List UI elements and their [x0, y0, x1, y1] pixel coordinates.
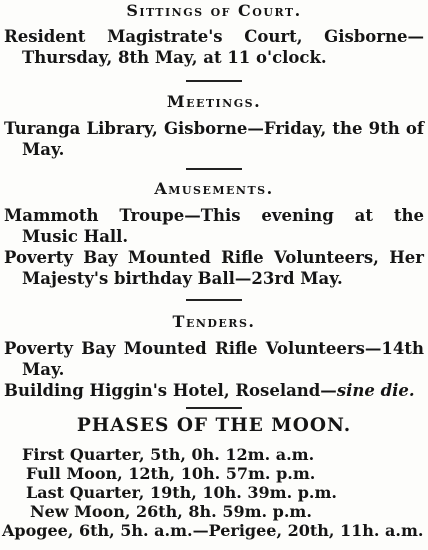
- moon-phase-line: Apogee, 6th, 5h. a.m.—Perigee, 20th, 11h. a.m.: [2, 521, 424, 540]
- tenders-entry: Poverty Bay Mounted Rifle Volunteers—14th May.: [4, 339, 424, 379]
- amusements-title: Amusements.: [154, 179, 274, 198]
- moon-phase-line: New Moon, 26th, 8h. 59m. p.m.: [30, 502, 312, 521]
- sittings-section: [0, 2, 428, 20]
- amusements-entry: Poverty Bay Mounted Rifle Volunteers, Her Majesty's birthday Ball—23rd May.: [4, 248, 424, 288]
- amusements-entry: Mammoth Troupe—This evening at the Music Hall.: [4, 206, 424, 246]
- moon-phase-line: First Quarter, 5th, 0h. 12m. a.m.: [22, 445, 315, 464]
- divider: [186, 80, 242, 82]
- tenders-entry-text: Building Higgin's Hotel, Roseland—: [4, 381, 337, 400]
- meetings-entries: [0, 118, 428, 160]
- tenders-title: Tenders.: [172, 312, 256, 331]
- divider: [186, 299, 242, 301]
- amusements-section: [0, 180, 428, 198]
- tenders-entry-italic: sine die.: [336, 381, 415, 400]
- moon-title: PHASES OF THE MOON.: [76, 415, 352, 436]
- tenders-section: [0, 313, 428, 331]
- moon-phase-line: Full Moon, 12th, 10h. 57m. p.m.: [26, 464, 316, 483]
- sittings-title: Sittings of Court.: [126, 1, 302, 20]
- moon-phase-line: Last Quarter, 19th, 10h. 39m. p.m.: [26, 483, 337, 502]
- divider: [186, 168, 242, 170]
- tenders-entry: [0, 380, 428, 401]
- sittings-entries: [0, 26, 428, 68]
- meetings-title: Meetings.: [166, 92, 262, 111]
- moon-lines: [0, 445, 428, 540]
- amusements-entries: [0, 205, 428, 289]
- moon-section: [0, 415, 428, 437]
- meetings-section: [0, 93, 428, 111]
- meetings-entry: Turanga Library, Gisborne—Friday, the 9th of May.: [4, 119, 424, 159]
- divider: [186, 407, 242, 409]
- sittings-entry: Resident Magistrate's Court, Gisborne—Thursday, 8th May, at 11 o'clock.: [4, 27, 424, 67]
- tenders-entries: [0, 338, 428, 401]
